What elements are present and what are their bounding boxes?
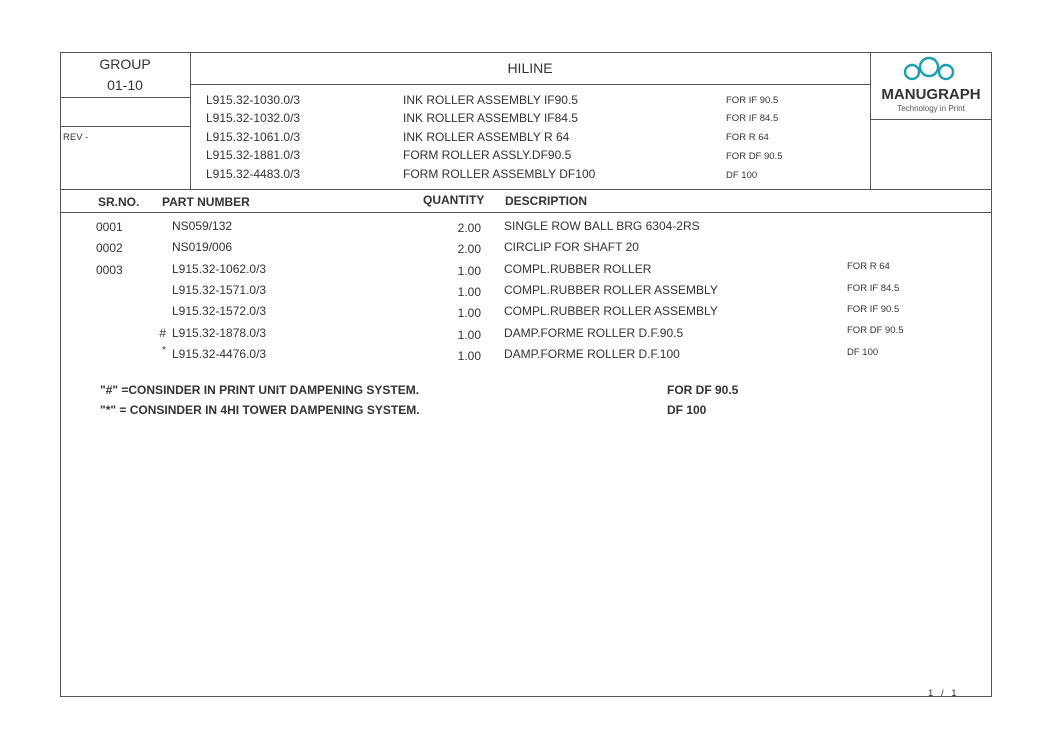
machine-title: HILINE [507, 60, 553, 76]
row-part-number: NS019/006 [172, 240, 233, 254]
row-quantity: 1.00 [457, 264, 481, 278]
logo-rule [870, 119, 992, 120]
row-description: DAMP.FORME ROLLER D.F.90.5 [504, 326, 684, 340]
header-bottom-rule [60, 189, 992, 190]
row-part-number: L915.32-1571.0/3 [172, 283, 267, 297]
assembly-name: FORM ROLLER ASSEMBLY DF100 [403, 167, 596, 181]
row-part-number: L915.32-1062.0/3 [172, 262, 267, 276]
assembly-note: FOR DF 90.5 [726, 151, 783, 162]
row-quantity: 1.00 [457, 328, 481, 342]
row-srno: 0003 [96, 263, 123, 277]
row-part-number: L915.32-1572.0/3 [172, 304, 267, 318]
row-quantity: 1.00 [457, 349, 481, 363]
assembly-part-number: L915.32-1030.0/3 [206, 93, 301, 107]
assembly-part-number: L915.32-1032.0/3 [206, 111, 301, 125]
row-mark: * [162, 345, 166, 356]
row-note: FOR R 64 [847, 261, 890, 272]
row-description: SINGLE ROW BALL BRG 6304-2RS [504, 219, 700, 233]
page-indicator [928, 688, 957, 699]
row-description: COMPL.RUBBER ROLLER [504, 262, 652, 276]
footnote-text: "*" = CONSINDER IN 4HI TOWER DAMPENING SYSTEM. [100, 403, 420, 417]
page-separator: / [940, 688, 944, 699]
assembly-name: INK ROLLER ASSEMBLY IF90.5 [403, 93, 578, 107]
assembly-name: INK ROLLER ASSEMBLY IF84.5 [403, 111, 578, 125]
row-part-number: L915.32-1878.0/3 [172, 326, 267, 340]
row-note: FOR IF 84.5 [847, 283, 900, 294]
column-header-description: DESCRIPTION [505, 194, 588, 208]
row-srno: 0002 [96, 241, 123, 255]
logo-mark-icon [901, 55, 957, 83]
column-header-quantity: QUANTITY [423, 193, 485, 207]
footnote-applies: DF 100 [667, 403, 707, 417]
assembly-name: INK ROLLER ASSEMBLY R 64 [403, 130, 570, 144]
row-description: DAMP.FORME ROLLER D.F.100 [504, 347, 680, 361]
assembly-note: FOR IF 84.5 [726, 113, 779, 124]
row-note: DF 100 [847, 347, 879, 358]
row-mark: # [159, 326, 166, 340]
group-label: GROUP [99, 56, 151, 72]
row-note: FOR IF 90.5 [847, 304, 900, 315]
assembly-note: FOR R 64 [726, 132, 769, 143]
columns-bottom-rule [60, 212, 992, 213]
row-note: FOR DF 90.5 [847, 325, 904, 336]
footnote-text: "#" =CONSINDER IN PRINT UNIT DAMPENING SYSTEM. [100, 383, 420, 397]
row-description: COMPL.RUBBER ROLLER ASSEMBLY [504, 283, 718, 297]
page-total: 1 [951, 688, 957, 699]
row-quantity: 1.00 [457, 306, 481, 320]
assembly-part-number: L915.32-1061.0/3 [206, 130, 301, 144]
group-rule-bottom [60, 126, 190, 127]
row-quantity: 2.00 [457, 221, 481, 235]
assembly-part-number: L915.32-1881.0/3 [206, 148, 301, 162]
row-srno: 0001 [96, 220, 123, 234]
assembly-name: FORM ROLLER ASSLY.DF90.5 [403, 148, 572, 162]
row-part-number: NS059/132 [172, 219, 233, 233]
header-divider-right [870, 52, 871, 190]
group-number: 01-10 [107, 77, 143, 93]
row-description: CIRCLIP FOR SHAFT 20 [504, 240, 639, 254]
assembly-part-number: L915.32-4483.0/3 [206, 167, 301, 181]
column-header-part-number: PART NUMBER [162, 195, 250, 209]
logo-brand: MANUGRAPH [881, 86, 981, 103]
row-part-number: L915.32-4476.0/3 [172, 347, 267, 361]
footnote-applies: FOR DF 90.5 [667, 383, 739, 397]
row-quantity: 1.00 [457, 285, 481, 299]
column-header-srno: SR.NO. [98, 195, 140, 209]
logo-tagline: Technology in Print [897, 104, 965, 113]
row-description: COMPL.RUBBER ROLLER ASSEMBLY [504, 304, 718, 318]
page-current: 1 [928, 688, 934, 699]
row-quantity: 2.00 [457, 242, 481, 256]
assembly-note: DF 100 [726, 170, 758, 181]
title-rule [190, 84, 870, 85]
assembly-note: FOR IF 90.5 [726, 95, 779, 106]
rev-label: REV - [63, 132, 89, 143]
group-rule-top [60, 97, 190, 98]
